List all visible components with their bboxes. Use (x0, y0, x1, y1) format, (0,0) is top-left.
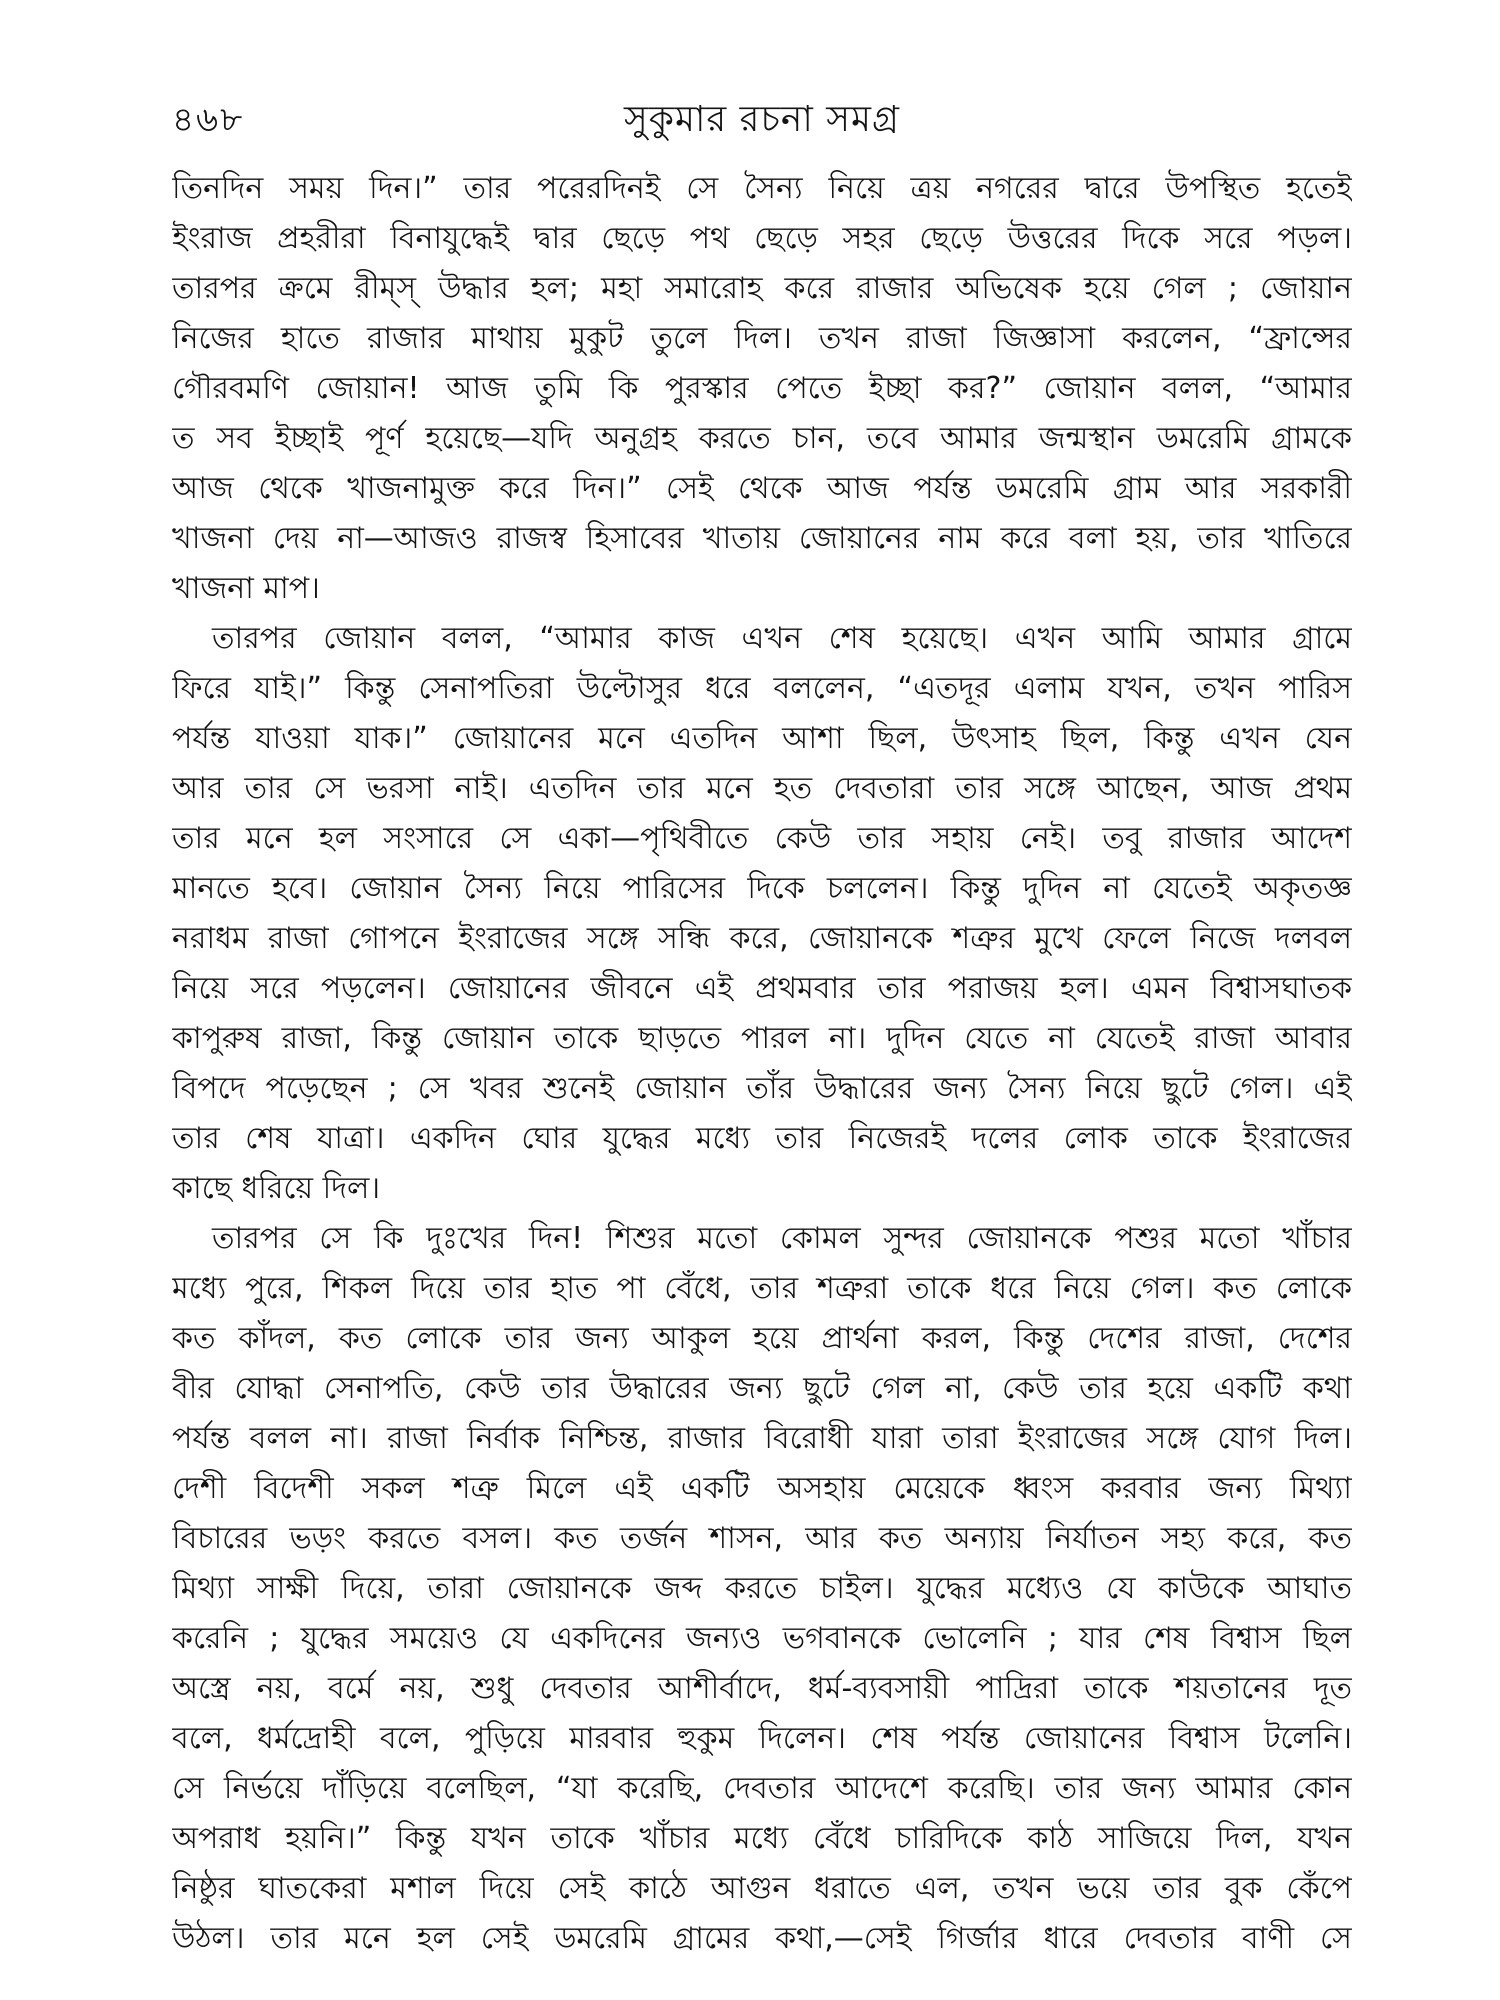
text-line: করেনি ; যুদ্ধের সময়েও যে একদিনের জন্যও ভগবানকে ভোলেনি ; যার শেষ বিশ্বাস ছিল (172, 1621, 1352, 1656)
paragraph (172, 1214, 1352, 1964)
text-line: তারপর জোয়ান বলল, “আমার কাজ এখন শেষ হয়েছে। এখন আমি আমার গ্রামে (212, 621, 1352, 656)
text-line: অপরাধ হয়নি।” কিন্তু যখন তাকে খাঁচার মধ্যে বেঁধে চারিদিকে কাঠ সাজিয়ে দিল, যখন (172, 1821, 1352, 1856)
text-line: মিথ্যা সাক্ষী দিয়ে, তারা জোয়ানকে জব্দ করতে চাইল। যুদ্ধের মধ্যেও যে কাউকে আঘাত (172, 1571, 1352, 1606)
text-line: নিষ্ঠুর ঘাতকেরা মশাল দিয়ে সেই কাঠে আগুন ধরাতে এল, তখন ভয়ে তার বুক কেঁপে (172, 1871, 1352, 1906)
text-line: অস্ত্রে নয়, বর্মে নয়, শুধু দেবতার আশীর্বাদে, ধর্ম-ব্যবসায়ী পাদ্রিরা তাকে শয়তানের দূত (172, 1671, 1352, 1706)
text-line: ইংরাজ প্রহরীরা বিনাযুদ্ধেই দ্বার ছেড়ে পথ ছেড়ে সহর ছেড়ে উত্তরের দিকে সরে পড়ল। (172, 221, 1352, 256)
page-number: ৪৬৮ (172, 100, 245, 140)
text-line: বীর যোদ্ধা সেনাপতি, কেউ তার উদ্ধারের জন্য ছুটে গেল না, কেউ তার হয়ে একটি কথা (172, 1371, 1352, 1406)
text-line: তারপর ক্রমে রীম্‌স্‌ উদ্ধার হল; মহা সমারোহ করে রাজার অভিষেক হয়ে গেল ; জোয়ান (172, 271, 1352, 306)
text-line: উঠল। তার মনে হল সেই ডমরেমি গ্রামের কথা,—সেই গির্জার ধারে দেবতার বাণী সে (172, 1921, 1352, 1956)
text-line: বলে, ধর্মদ্রোহী বলে, পুড়িয়ে মারবার হুকুম দিলেন। শেষ পর্যন্ত জোয়ানের বিশ্বাস টলেনি। (172, 1721, 1352, 1756)
text-line: কাছে ধরিয়ে দিল। (172, 1171, 381, 1206)
text-line: তারপর সে কি দুঃখের দিন! শিশুর মতো কোমল সুন্দর জোয়ানকে পশুর মতো খাঁচার (212, 1221, 1352, 1256)
page-header (172, 92, 1352, 148)
text-line: নিয়ে সরে পড়লেন। জোয়ানের জীবনে এই প্রথমবার তার পরাজয় হল। এমন বিশ্বাসঘাতক (172, 971, 1352, 1006)
text-line: দেশী বিদেশী সকল শত্রু মিলে এই একটি অসহায় মেয়েকে ধ্বংস করবার জন্য মিথ্যা (172, 1471, 1352, 1506)
text-line: গৌরবমণি জোয়ান! আজ তুমি কি পুরস্কার পেতে ইচ্ছা কর?” জোয়ান বলল, “আমার (172, 371, 1352, 406)
body-text (172, 164, 1352, 1964)
text-line: মানতে হবে। জোয়ান সৈন্য নিয়ে পারিসের দিকে চললেন। কিন্তু দুদিন না যেতেই অকৃতজ্ঞ (172, 871, 1352, 906)
text-line: তার শেষ যাত্রা। একদিন ঘোর যুদ্ধের মধ্যে তার নিজেরই দলের লোক তাকে ইংরাজের (172, 1121, 1352, 1156)
text-line: খাজনা দেয় না—আজও রাজস্ব হিসাবের খাতায় জোয়ানের নাম করে বলা হয়, তার খাতিরে (172, 521, 1352, 556)
book-title: সুকুমার রচনা সমগ্র (624, 99, 900, 140)
text-line: সে নির্ভয়ে দাঁড়িয়ে বলেছিল, “যা করেছি, দেবতার আদেশে করেছি। তার জন্য আমার কোন (172, 1771, 1352, 1806)
text-line: নরাধম রাজা গোপনে ইংরাজের সঙ্গে সন্ধি করে, জোয়ানকে শত্রুর মুখে ফেলে নিজে দলবল (172, 921, 1352, 956)
text-line: কত কাঁদল, কত লোকে তার জন্য আকুল হয়ে প্রার্থনা করল, কিন্তু দেশের রাজা, দেশের (172, 1321, 1352, 1356)
text-line: তার মনে হল সংসারে সে একা—পৃথিবীতে কেউ তার সহায় নেই। তবু রাজার আদেশ (172, 821, 1352, 856)
text-line: ত সব ইচ্ছাই পূর্ণ হয়েছে—যদি অনুগ্রহ করতে চান, তবে আমার জন্মস্থান ডমরেমি গ্রামকে (172, 421, 1352, 456)
text-line: আর তার সে ভরসা নাই। এতদিন তার মনে হত দেবতারা তার সঙ্গে আছেন, আজ প্রথম (172, 771, 1352, 806)
text-line: তিনদিন সময় দিন।” তার পরেরদিনই সে সৈন্য নিয়ে ত্রয় নগরের দ্বারে উপস্থিত হতেই (172, 171, 1352, 206)
text-line: বিপদে পড়েছেন ; সে খবর শুনেই জোয়ান তাঁর উদ্ধারের জন্য সৈন্য নিয়ে ছুটে গেল। এই (172, 1071, 1352, 1106)
text-line: বিচারের ভড়ং করতে বসল। কত তর্জন শাসন, আর কত অন্যায় নির্যাতন সহ্য করে, কত (172, 1521, 1352, 1556)
text-line: ফিরে যাই।” কিন্তু সেনাপতিরা উল্টোসুর ধরে বললেন, “এতদূর এলাম যখন, তখন পারিস (172, 671, 1352, 706)
text-line: কাপুরুষ রাজা, কিন্তু জোয়ান তাকে ছাড়তে পারল না। দুদিন যেতে না যেতেই রাজা আবার (172, 1021, 1352, 1056)
text-line: নিজের হাতে রাজার মাথায় মুকুট তুলে দিল। তখন রাজা জিজ্ঞাসা করলেন, “ফ্রান্সের (172, 321, 1352, 356)
text-line: মধ্যে পুরে, শিকল দিয়ে তার হাত পা বেঁধে, তার শত্রুরা তাকে ধরে নিয়ে গেল। কত লোকে (172, 1271, 1352, 1306)
paragraph (172, 614, 1352, 1214)
text-line: আজ থেকে খাজনামুক্ত করে দিন।” সেই থেকে আজ পর্যন্ত ডমরেমি গ্রাম আর সরকারী (172, 471, 1352, 506)
text-line: পর্যন্ত যাওয়া যাক।” জোয়ানের মনে এতদিন আশা ছিল, উৎসাহ ছিল, কিন্তু এখন যেন (172, 721, 1352, 756)
paragraph (172, 164, 1352, 614)
text-line: পর্যন্ত বলল না। রাজা নির্বাক নিশ্চিন্ত, রাজার বিরোধী যারা তারা ইংরাজের সঙ্গে যোগ দিল। (172, 1421, 1352, 1456)
text-line: খাজনা মাপ। (172, 571, 320, 606)
